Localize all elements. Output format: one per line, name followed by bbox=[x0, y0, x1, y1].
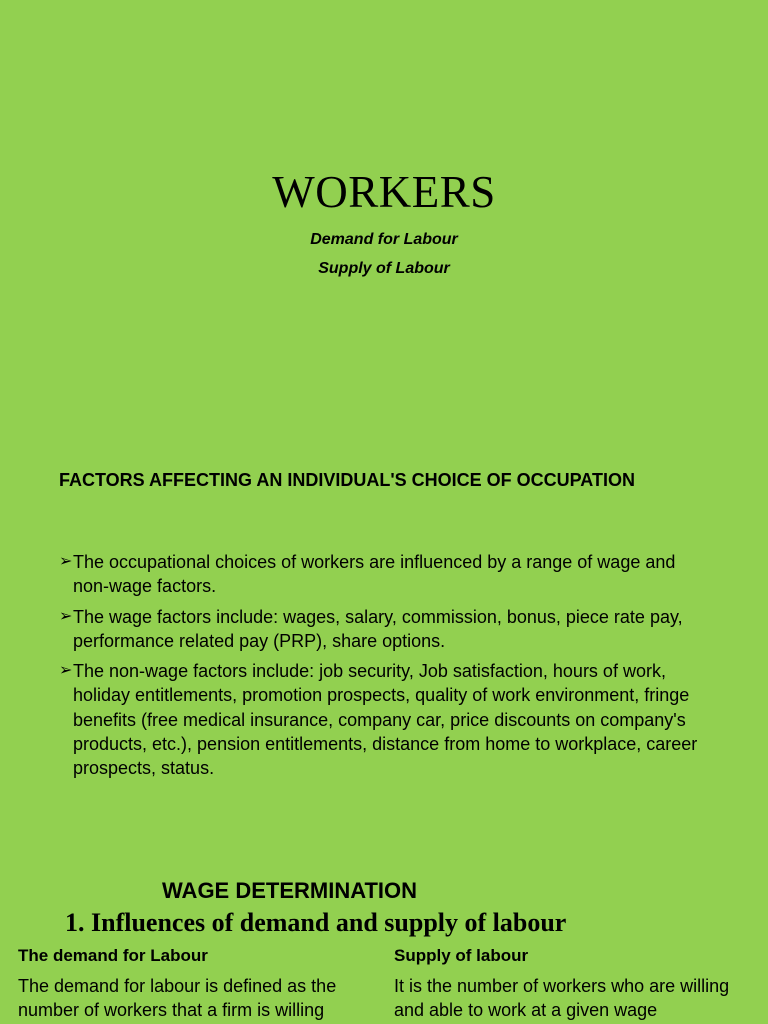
factors-bullet-list bbox=[59, 550, 709, 787]
arrow-bullet-icon: ➢ bbox=[59, 553, 73, 570]
factors-heading: FACTORS AFFECTING AN INDIVIDUAL'S CHOICE OF OCCUPATION bbox=[59, 470, 635, 490]
bullet-item bbox=[59, 659, 709, 780]
wage-determination-heading: WAGE DETERMINATION bbox=[162, 878, 418, 903]
bullet-text: The occupational choices of workers are influenced by a range of wage and non-wage factors. bbox=[73, 552, 676, 597]
page-title: WORKERS bbox=[272, 167, 496, 217]
subtitle-supply: Supply of Labour bbox=[318, 260, 450, 277]
bullet-text: The non-wage factors include: job security, Job satisfaction, hours of work, holiday entitlements, promotion prospects, quality of work environment, fringe benefits (free medical insurance, company car, price discounts on company's products, etc.), pension entitlements, distance from home to workplace, career prospects, status. bbox=[73, 661, 698, 779]
bullet-text: The wage factors include: wages, salary, commission, bonus, piece rate pay, performance related pay (PRP), share options. bbox=[73, 606, 683, 651]
supply-of-labour-text: It is the number of workers who are willing and able to work at a given wage bbox=[394, 976, 730, 1020]
arrow-bullet-icon: ➢ bbox=[59, 662, 73, 680]
demand-for-labour-text: The demand for labour is defined as the number of workers that a firm is willing bbox=[18, 976, 337, 1020]
supply-of-labour-heading: Supply of labour bbox=[394, 946, 529, 965]
bullet-item bbox=[59, 550, 709, 599]
influences-heading: 1. Influences of demand and supply of labour bbox=[65, 908, 567, 937]
bullet-item bbox=[59, 605, 709, 654]
arrow-bullet-icon: ➢ bbox=[59, 607, 73, 625]
demand-for-labour-heading: The demand for Labour bbox=[18, 946, 208, 965]
subtitle-demand: Demand for Labour bbox=[310, 231, 458, 248]
